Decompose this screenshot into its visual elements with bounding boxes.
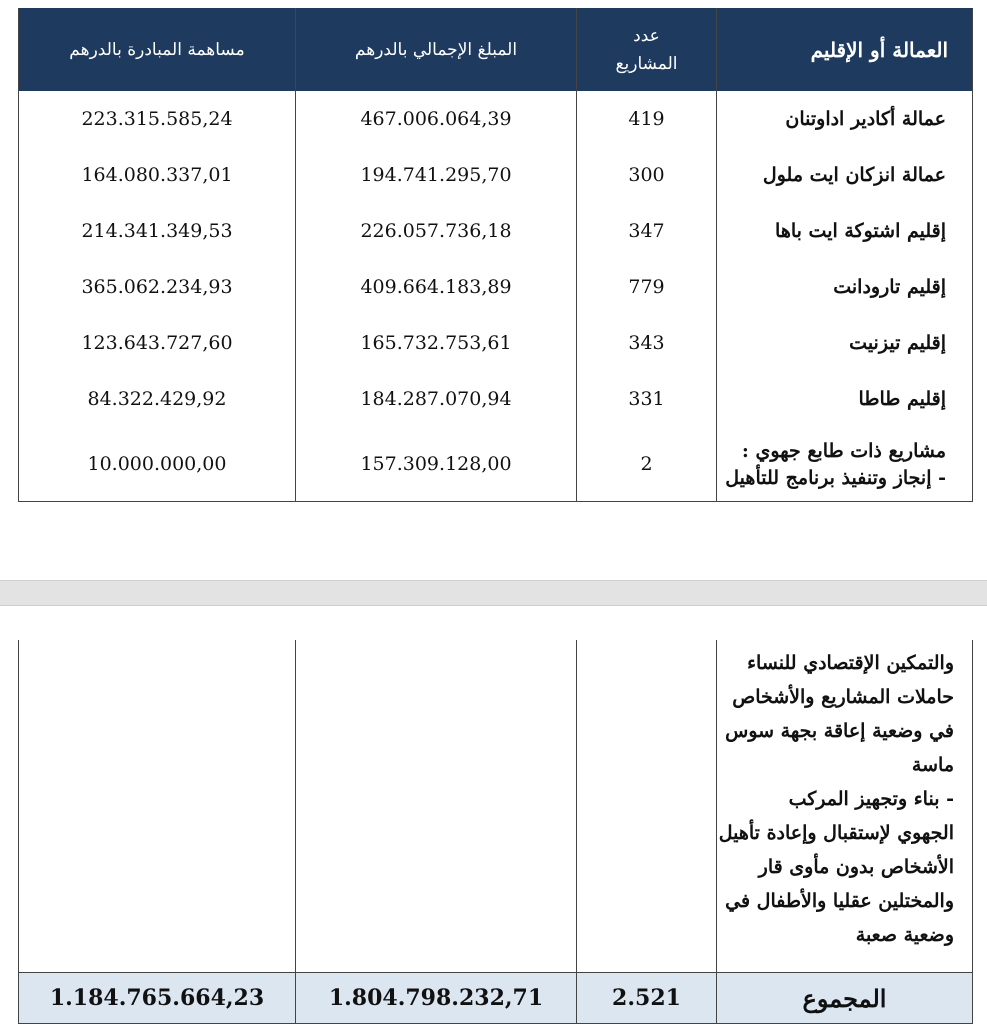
- row-name: إقليم تارودانت: [717, 259, 973, 315]
- continuation-line: ماسة: [911, 754, 954, 776]
- header-count-line2: المشاريع: [615, 54, 678, 74]
- row-name: عمالة انزكان ايت ملول: [717, 147, 973, 203]
- table-row: [19, 371, 973, 427]
- continuation-line: الجهوي لإستقبال وإعادة تأهيل: [718, 822, 954, 844]
- regional-name-line1: مشاريع ذات طابع جهوي :: [741, 440, 946, 462]
- row-count: 779: [577, 259, 717, 315]
- totals-label: المجموع: [717, 973, 973, 1024]
- continuation-line: حاملات المشاريع والأشخاص: [732, 686, 954, 708]
- totals-amount: 1.804.798.232,71: [296, 973, 577, 1024]
- row-count: 419: [577, 91, 717, 147]
- table-row: [19, 203, 973, 259]
- row-contribution: 365.062.234,93: [19, 259, 296, 315]
- row-contribution: 214.341.349,53: [19, 203, 296, 259]
- regional-count: 2: [577, 427, 717, 502]
- row-total: 467.006.064,39: [296, 91, 577, 147]
- table-row: [19, 91, 973, 147]
- table-row-continuation: [19, 640, 973, 973]
- continuation-line: والتمكين الإقتصادي للنساء: [747, 652, 954, 674]
- table-header-row: [19, 9, 973, 92]
- totals-count: 2.521: [577, 973, 717, 1024]
- row-total: 165.732.753,61: [296, 315, 577, 371]
- row-contribution: 223.315.585,24: [19, 91, 296, 147]
- header-total-amount: المبلغ الإجمالي بالدرهم: [296, 9, 577, 92]
- page-separator: [0, 580, 987, 606]
- totals-contribution: 1.184.765.664,23: [19, 973, 296, 1024]
- row-total: 194.741.295,70: [296, 147, 577, 203]
- empty-contribution-cell: [19, 640, 296, 973]
- row-name: إقليم تيزنيت: [717, 315, 973, 371]
- row-count: 300: [577, 147, 717, 203]
- projects-table-top: [18, 8, 973, 502]
- row-total: 409.664.183,89: [296, 259, 577, 315]
- regional-name: [717, 427, 973, 502]
- table-row-regional: [19, 427, 973, 502]
- continuation-line: والمختلين عقليا والأطفال في: [725, 890, 954, 912]
- regional-total: 157.309.128,00: [296, 427, 577, 502]
- row-name: إقليم طاطا: [717, 371, 973, 427]
- row-name: عمالة أكادير اداوتنان: [717, 91, 973, 147]
- continuation-line: في وضعية إعاقة بجهة سوس: [725, 720, 954, 742]
- continuation-line: الأشخاص بدون مأوى قار: [758, 856, 954, 878]
- totals-row: [19, 973, 973, 1024]
- header-count-line1: عدد: [633, 26, 660, 46]
- header-prefecture: العمالة أو الإقليم: [717, 9, 973, 92]
- header-project-count: [577, 9, 717, 92]
- table-row: [19, 315, 973, 371]
- row-contribution: 84.322.429,92: [19, 371, 296, 427]
- row-total: 184.287.070,94: [296, 371, 577, 427]
- continuation-line: وضعية صعبة: [855, 924, 954, 946]
- row-name: إقليم اشتوكة ايت باها: [717, 203, 973, 259]
- header-initiative-contribution: مساهمة المبادرة بالدرهم: [19, 9, 296, 92]
- continuation-line: - بناء وتجهيز المركب: [788, 788, 954, 810]
- row-count: 343: [577, 315, 717, 371]
- row-contribution: 164.080.337,01: [19, 147, 296, 203]
- regional-name-line2: - إنجاز وتنفيذ برنامج للتأهيل: [725, 467, 946, 489]
- row-count: 331: [577, 371, 717, 427]
- row-contribution: 123.643.727,60: [19, 315, 296, 371]
- table-row: [19, 147, 973, 203]
- empty-count-cell: [577, 640, 717, 973]
- regional-contribution: 10.000.000,00: [19, 427, 296, 502]
- projects-table-bottom: [18, 640, 973, 1024]
- row-count: 347: [577, 203, 717, 259]
- row-total: 226.057.736,18: [296, 203, 577, 259]
- empty-total-cell: [296, 640, 577, 973]
- table-row: [19, 259, 973, 315]
- regional-description-continued: [717, 640, 973, 973]
